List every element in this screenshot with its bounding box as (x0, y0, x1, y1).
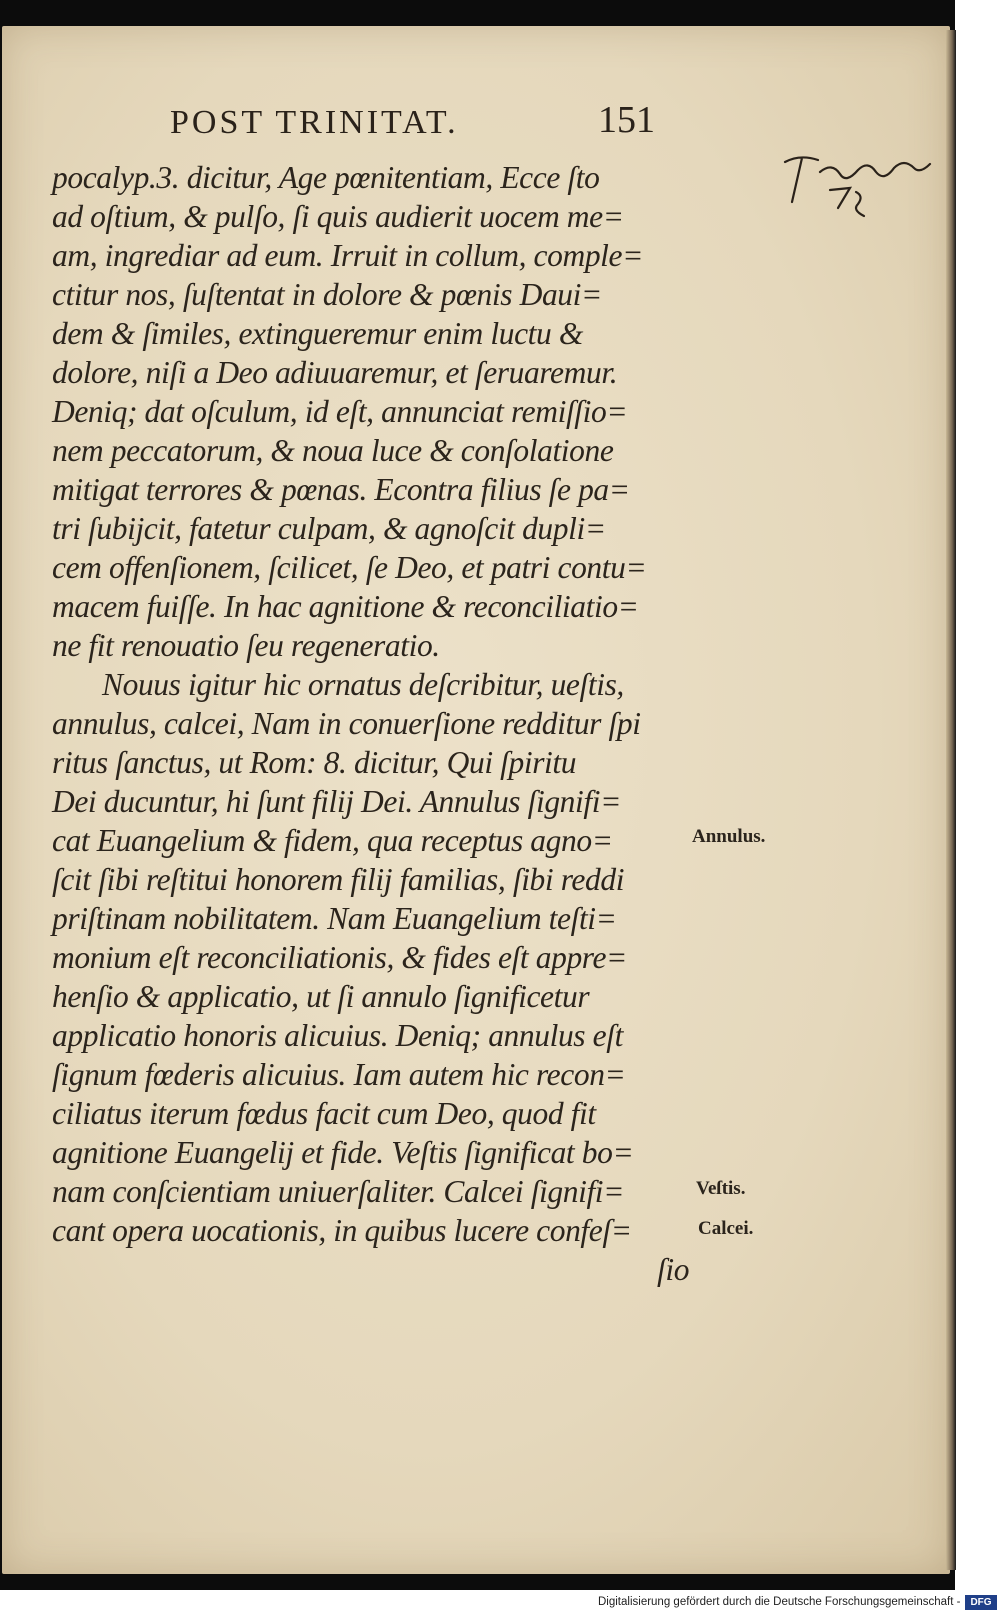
text-line: Deniq; dat oſculum, id eſt, annunciat remiſſio= (52, 394, 628, 429)
text-line: ad oſtium, & pulſo, ſi quis audierit uocem me= (52, 199, 624, 234)
text-line: macem fuiſſe. In hac agnitione & reconciliatio= (52, 589, 639, 624)
margin-note-annulus: Annulus. (692, 826, 766, 847)
text-line: henſio & applicatio, ut ſi annulo ſignificetur (52, 979, 590, 1014)
text-line: priſtinam nobilitatem. Nam Euangelium teſti= (52, 901, 617, 936)
text-line: am, ingrediar ad eum. Irruit in collum, comple= (52, 238, 643, 273)
paragraph-first-line: Nouus igitur hic ornatus deſcribitur, ueſtis, (102, 667, 624, 702)
text-line: agnitione Euangelij et fide. Veſtis ſignificat bo= (52, 1135, 634, 1170)
text-line: ctitur nos, ſuſtentat in dolore & pœnis Daui= (52, 277, 602, 312)
dfg-logo-icon: DFG (965, 1595, 997, 1610)
text-line: cant opera uocationis, in quibus lucere confeſ= (52, 1213, 632, 1248)
handwritten-shelfmark-icon (780, 150, 940, 230)
text-line: ne fit renouatio ſeu regeneratio. (52, 628, 440, 663)
text-line: ritus ſanctus, ut Rom: 8. dicitur, Qui ſpiritu (52, 745, 577, 780)
text-line: pocalyp.3. dicitur, Age pœnitentiam, Ecce ſto (52, 160, 600, 195)
text-line: tri ſubijcit, fatetur culpam, & agnoſcit dupli= (52, 511, 606, 546)
text-line: cem offenſionem, ſcilicet, ſe Deo, et patri contu= (52, 550, 647, 585)
text-line: ſcit ſibi reſtitui honorem filij familias, ſibi reddi (52, 862, 625, 897)
text-line: ſignum fœderis alicuius. Iam autem hic recon= (52, 1057, 626, 1092)
catchword: ſio (657, 1252, 690, 1287)
text-line: mitigat terrores & pœnas. Econtra filius ſe pa= (52, 472, 630, 507)
text-line: dolore, niſi a Deo adiuuaremur, et ſeruaremur. (52, 355, 618, 390)
text-line: monium eſt reconciliationis, & fides eſt appre= (52, 940, 627, 975)
main-text-block (52, 158, 692, 1289)
text-line: dem & ſimiles, extingueremur enim luctu & (52, 316, 583, 351)
text-line: nem peccatorum, & noua luce & conſolatione (52, 433, 614, 468)
digitization-credit: Digitalisierung gefördert durch die Deutsche Forschungsgemeinschaft - (598, 1596, 961, 1608)
text-line: cat Euangelium & fidem, qua receptus agno= (52, 823, 613, 858)
margin-note-vestis: Veſtis. (696, 1178, 746, 1199)
margin-note-calcei: Calcei. (698, 1218, 754, 1239)
running-head: POST TRINITAT. (170, 104, 459, 141)
page-edge (946, 30, 956, 1570)
text-line: nam conſcientiam uniuerſaliter. Calcei ſignifi= (52, 1174, 625, 1209)
page-number: 151 (598, 99, 655, 141)
text-line: ciliatus iterum fœdus facit cum Deo, quod fit (52, 1096, 596, 1131)
text-line: applicatio honoris alicuius. Deniq; annulus eſt (52, 1018, 623, 1053)
text-line: annulus, calcei, Nam in conuerſione redditur ſpi (52, 706, 641, 741)
text-line: Dei ducuntur, hi ſunt filij Dei. Annulus ſignifi= (52, 784, 621, 819)
